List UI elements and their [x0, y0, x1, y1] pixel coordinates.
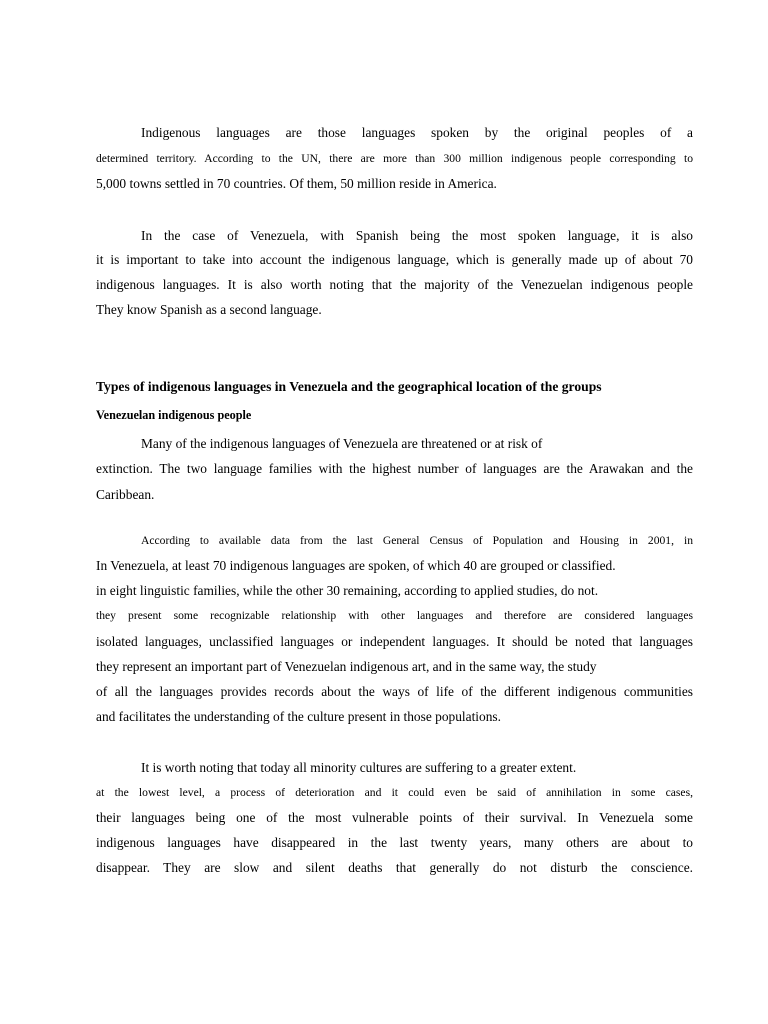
paragraph-1-line-2: determined territory. According to the UN, there are more than 300 million indigenous people corresponding to: [96, 152, 693, 165]
paragraph-5-line-1: It is worth noting that today all minority cultures are suffering to a greater extent.: [141, 760, 577, 775]
paragraph-2-line-1: In the case of Venezuela, with Spanish being the most spoken language, it is also: [141, 228, 693, 243]
paragraph-2-line-4: They know Spanish as a second language.: [96, 302, 322, 317]
paragraph-4-line-8: and facilitates the understanding of the culture present in those populations.: [96, 709, 501, 724]
paragraph-4-line-3: in eight linguistic families, while the other 30 remaining, according to applied studies, do not.: [96, 583, 599, 598]
paragraph-3-line-1: Many of the indigenous languages of Venezuela are threatened or at risk of: [141, 436, 543, 451]
paragraph-2-line-2: it is important to take into account the indigenous language, which is generally made up of about 70: [96, 252, 693, 267]
paragraph-1-line-1: Indigenous languages are those languages spoken by the original peoples of a: [141, 125, 693, 140]
paragraph-3-line-3: Caribbean.: [96, 487, 155, 502]
paragraph-4-line-5: isolated languages, unclassified languages or independent languages. It should be noted that languages: [96, 634, 693, 649]
paragraph-5-line-4: indigenous languages have disappeared in the last twenty years, many others are about to: [96, 835, 693, 850]
paragraph-1-line-3: 5,000 towns settled in 70 countries. Of them, 50 million reside in America.: [96, 176, 497, 191]
section-heading: Types of indigenous languages in Venezuela and the geographical location of the groups: [96, 379, 602, 394]
paragraph-4-line-6: they represent an important part of Venezuelan indigenous art, and in the same way, the study: [96, 659, 597, 674]
paragraph-4-line-2: In Venezuela, at least 70 indigenous languages are spoken, of which 40 are grouped or classified.: [96, 558, 616, 573]
paragraph-5-line-5: disappear. They are slow and silent deaths that generally do not disturb the conscience.: [96, 860, 693, 875]
section-subheading: Venezuelan indigenous people: [96, 408, 252, 422]
paragraph-5-line-2: at the lowest level, a process of deterioration and it could even be said of annihilation in some cases,: [96, 786, 693, 799]
paragraph-4-line-1: According to available data from the last General Census of Population and Housing in 2001, in: [141, 534, 693, 547]
paragraph-4-line-7: of all the languages provides records about the ways of life of the different indigenous communities: [96, 684, 693, 699]
paragraph-3-line-2: extinction. The two language families with the highest number of languages are the Arawakan and the: [96, 461, 693, 476]
paragraph-4-line-4: they present some recognizable relationship with other languages and therefore are considered languages: [96, 609, 693, 622]
paragraph-2-line-3: indigenous languages. It is also worth noting that the majority of the Venezuelan indigenous people: [96, 277, 693, 292]
paragraph-5-line-3: their languages being one of the most vulnerable points of their survival. In Venezuela some: [96, 810, 693, 825]
